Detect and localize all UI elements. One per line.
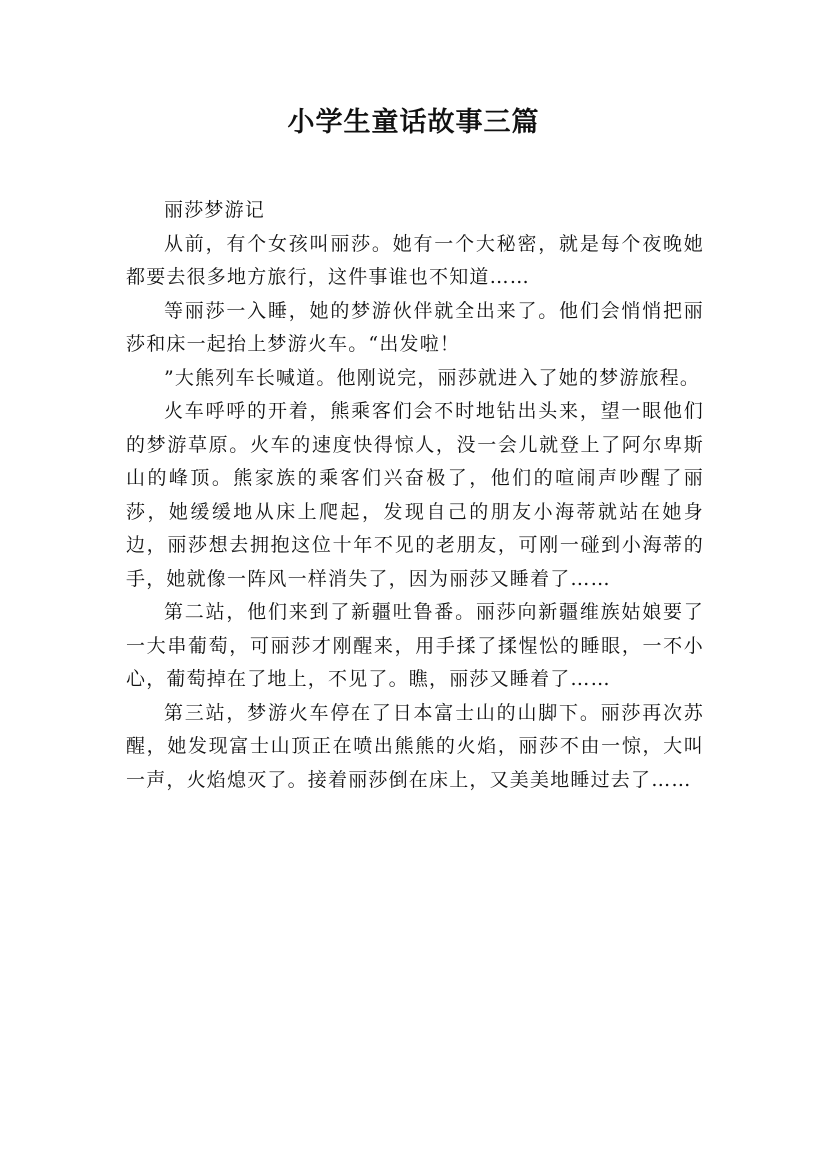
- story-title: 丽莎梦游记: [164, 199, 266, 221]
- paragraph-3: ”大熊列车长喊道。他刚说完，丽莎就进入了她的梦游旅程。: [164, 366, 701, 389]
- paragraph-6: 第三站，梦游火车停在了日本富士山的山脚下。丽莎再次苏醒，她发现富士山顶正在喷出熊熊的火焰，丽莎不由一惊，大叫一声，火焰熄灭了。接着丽莎倒在床上，又美美地睡过去了……: [126, 701, 704, 791]
- paragraph-5: 第二站，他们来到了新疆吐鲁番。丽莎向新疆维族姑娘要了一大串葡萄，可丽莎才刚醒来，用手揉了揉惺忪的睡眼，一不小心，葡萄掉在了地上，不见了。瞧，丽莎又睡着了……: [126, 601, 704, 690]
- paragraph-4: 火车呼呼的开着，熊乘客们会不时地钻出头来，望一眼他们的梦游草原。火车的速度快得惊人，没一会儿就登上了阿尔卑斯山的峰顶。熊家族的乘客们兴奋极了，他们的喧闹声吵醒了丽莎，她缓缓地从床上爬起，发现自己的朋友小海蒂就站在她身边，丽莎想去拥抱这位十年不见的老朋友，可刚一碰到小海蒂的手，她就像一阵风一样消失了，因为丽莎又睡着了……: [126, 400, 704, 590]
- document-title: 小学生童话故事三篇: [287, 107, 540, 138]
- story-body: [126, 194, 704, 797]
- paragraph-2: 等丽莎一入睡，她的梦游伙伴就全出来了。他们会悄悄把丽莎和床一起抬上梦游火车。“出发啦！: [126, 299, 704, 355]
- paragraph-1: 从前，有个女孩叫丽莎。她有一个大秘密，就是每个夜晚她都要去很多地方旅行，这件事谁也不知道……: [126, 232, 704, 288]
